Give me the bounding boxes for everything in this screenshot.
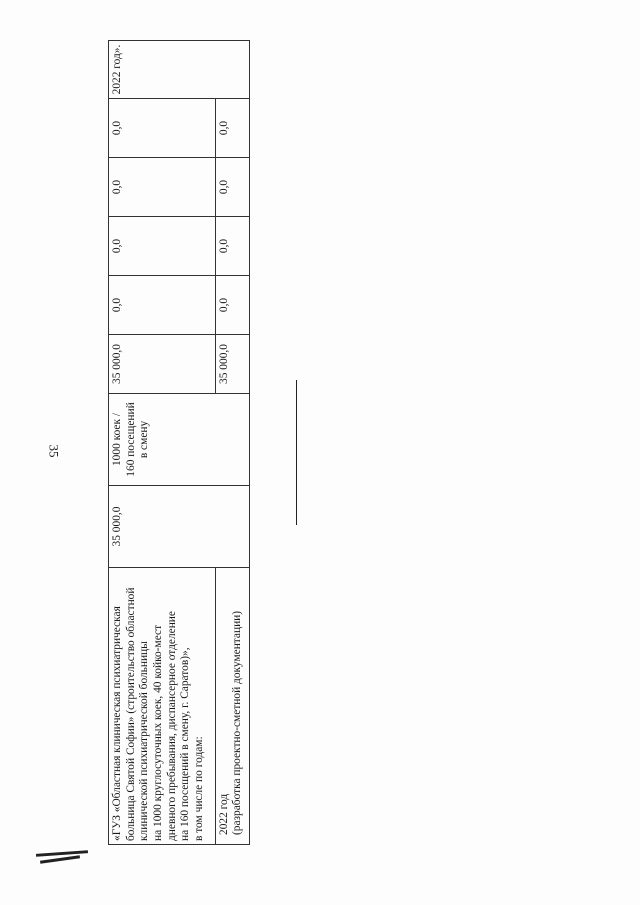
rotated-table-wrapper	[108, 40, 250, 845]
total-cost-cell: 35 000,0	[109, 486, 250, 568]
scan-mark	[36, 850, 88, 857]
description-line: на 1000 круглосуточных коек, 40 койко-мест	[152, 624, 165, 841]
sub-value-cell-2: 0,0	[215, 276, 249, 335]
completion-year-cell: 2022 год».	[109, 41, 250, 99]
description-line: больница Святой Софии» (строительство областной	[124, 587, 137, 841]
capacity-line: 160 посещений	[124, 402, 137, 477]
value-cell-2: 0,0	[109, 276, 216, 335]
description-line: в том числе по годам:	[193, 736, 206, 841]
capacity-line: в смену	[138, 420, 151, 459]
description-line: «ГУЗ «Областная клиническая психиатрическая	[111, 606, 123, 841]
value-cell-4: 0,0	[109, 158, 216, 217]
page-number: 35	[46, 444, 62, 458]
subrow-note: (разработка проектно-сметной документации)	[231, 610, 244, 835]
value-cell-1: 35 000,0	[109, 335, 216, 394]
scan-mark	[40, 855, 80, 864]
value-cell-5: 0,0	[109, 99, 216, 158]
sub-value-cell-1: 35 000,0	[215, 335, 249, 394]
subrow-description-cell	[215, 568, 249, 845]
table-row-main	[109, 41, 216, 845]
sub-value-cell-5: 0,0	[215, 99, 249, 158]
subrow-year: 2022 год	[217, 793, 230, 835]
description-line: дневного пребывания, диспансерное отделение	[165, 611, 178, 841]
sub-value-cell-4: 0,0	[215, 158, 249, 217]
budget-table	[108, 40, 250, 845]
sub-value-cell-3: 0,0	[215, 217, 249, 276]
signature-line	[296, 380, 297, 525]
object-description-cell	[109, 568, 216, 845]
description-line: клинической психиатрической больницы	[138, 641, 151, 841]
description-line: на 160 посещений в смену, г. Саратов)»,	[179, 647, 192, 841]
capacity-cell	[109, 394, 250, 486]
value-cell-3: 0,0	[109, 217, 216, 276]
capacity-line: 1000 коек /	[111, 412, 123, 467]
